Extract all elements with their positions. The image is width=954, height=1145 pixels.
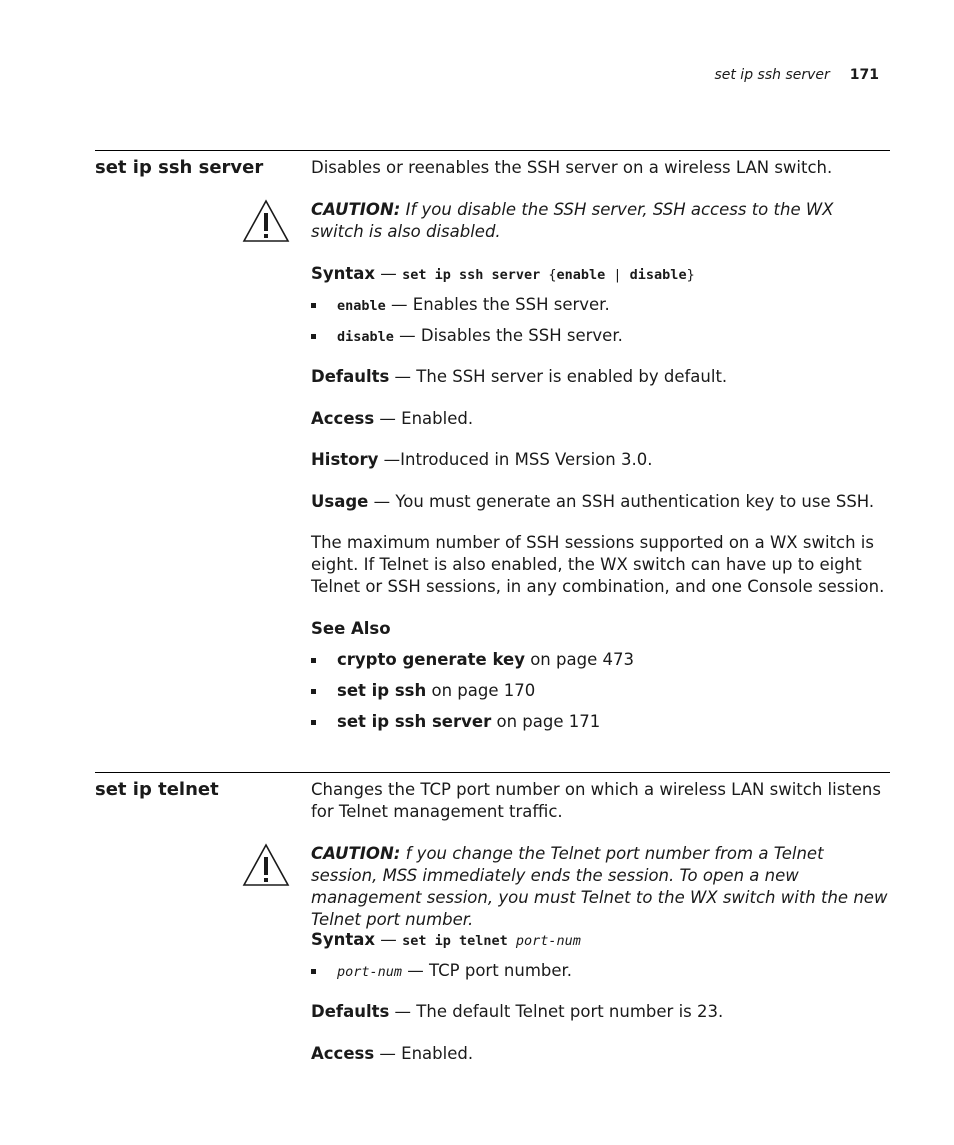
caution-label: CAUTION:: [311, 844, 401, 863]
param-item: [311, 325, 623, 348]
syntax-dash: —: [375, 264, 403, 283]
defaults-text: — The SSH server is enabled by default.: [389, 367, 728, 386]
caution-icon: [242, 199, 290, 243]
defaults-label: Defaults: [311, 1002, 390, 1021]
see-also-heading: See Also: [311, 619, 391, 638]
see-also-ref: on page 473: [524, 650, 634, 669]
syntax-dash: —: [375, 930, 403, 949]
caution-note: [311, 843, 891, 931]
access-label: Access: [311, 1044, 375, 1063]
param-item: [311, 294, 610, 317]
caution-icon: [242, 843, 290, 887]
see-also-item: [311, 680, 535, 702]
caution-label: CAUTION:: [311, 200, 401, 219]
defaults-text: — The default Telnet port number is 23.: [389, 1002, 724, 1021]
section-description: Changes the TCP port number on which a wireless LAN switch listens for Telnet management traffic.: [311, 780, 881, 821]
param-item: [311, 960, 572, 983]
caution-note: [311, 199, 891, 243]
syntax-separator: |: [605, 267, 630, 283]
caution-text: f you change the Telnet port number from a Telnet session, MSS immediately ends the session. To open a new management session, you must Telnet to the WX switch with the new Telnet port number.: [311, 844, 888, 929]
history-text: —Introduced in MSS Version 3.0.: [378, 450, 653, 469]
param-desc: — Enables the SSH server.: [385, 295, 610, 314]
bullet-icon: [311, 658, 316, 663]
access-text: — Enabled.: [374, 1044, 474, 1063]
section-rule: [95, 150, 890, 151]
access-line: [311, 1043, 891, 1065]
bullet-icon: [311, 303, 316, 308]
syntax-line: [311, 263, 891, 286]
see-also-item: [311, 649, 634, 671]
bullet-icon: [311, 689, 316, 694]
syntax-label: Syntax: [311, 264, 376, 283]
access-text: — Enabled.: [374, 409, 474, 428]
access-label: Access: [311, 409, 375, 428]
see-also-link[interactable]: set ip ssh: [337, 681, 427, 700]
syntax-label: Syntax: [311, 930, 376, 949]
section-description: Disables or reenables the SSH server on a wireless LAN switch.: [311, 158, 833, 177]
usage-label: Usage: [311, 492, 369, 511]
running-header: [714, 67, 879, 83]
syntax-argument: port-num: [507, 933, 581, 949]
bullet-icon: [311, 969, 316, 974]
syntax-command: set ip telnet: [402, 933, 508, 949]
defaults-line: [311, 1001, 891, 1023]
syntax-line: [311, 929, 891, 952]
usage-paragraph: The maximum number of SSH sessions supported on a WX switch is eight. If Telnet is also enabled, the WX switch can have up to eight Telnet or SSH sessions, in any combination, and one Console session.: [311, 533, 885, 596]
section-title: set ip telnet: [95, 779, 219, 800]
history-line: [311, 449, 891, 471]
param-desc: — TCP port number.: [402, 961, 573, 980]
syntax-option-disable: disable: [629, 267, 687, 283]
syntax-command: set ip ssh server: [402, 267, 541, 283]
syntax-brace-close: }: [686, 267, 695, 283]
caution-text: If you disable the SSH server, SSH access to the WX switch is also disabled.: [311, 200, 834, 241]
section-title: set ip ssh server: [95, 157, 264, 178]
running-title: set ip ssh server: [714, 67, 830, 83]
see-also-link[interactable]: crypto generate key: [337, 650, 525, 669]
defaults-label: Defaults: [311, 367, 390, 386]
param-name: port-num: [337, 964, 403, 980]
page-number: 171: [849, 67, 879, 83]
see-also-ref: on page 170: [426, 681, 536, 700]
access-line: [311, 408, 891, 430]
usage-line: [311, 491, 891, 513]
see-also-item: [311, 711, 600, 733]
see-also-link[interactable]: set ip ssh server: [337, 712, 492, 731]
param-desc: — Disables the SSH server.: [393, 326, 623, 345]
bullet-icon: [311, 334, 316, 339]
param-name: disable: [337, 329, 394, 345]
usage-text: — You must generate an SSH authentication key to use SSH.: [368, 492, 875, 511]
defaults-line: [311, 366, 891, 388]
history-label: History: [311, 450, 379, 469]
syntax-brace-open: {: [540, 267, 557, 283]
section-rule: [95, 772, 890, 773]
bullet-icon: [311, 720, 316, 725]
see-also-ref: on page 171: [491, 712, 601, 731]
param-name: enable: [337, 298, 386, 314]
syntax-option-enable: enable: [556, 267, 606, 283]
